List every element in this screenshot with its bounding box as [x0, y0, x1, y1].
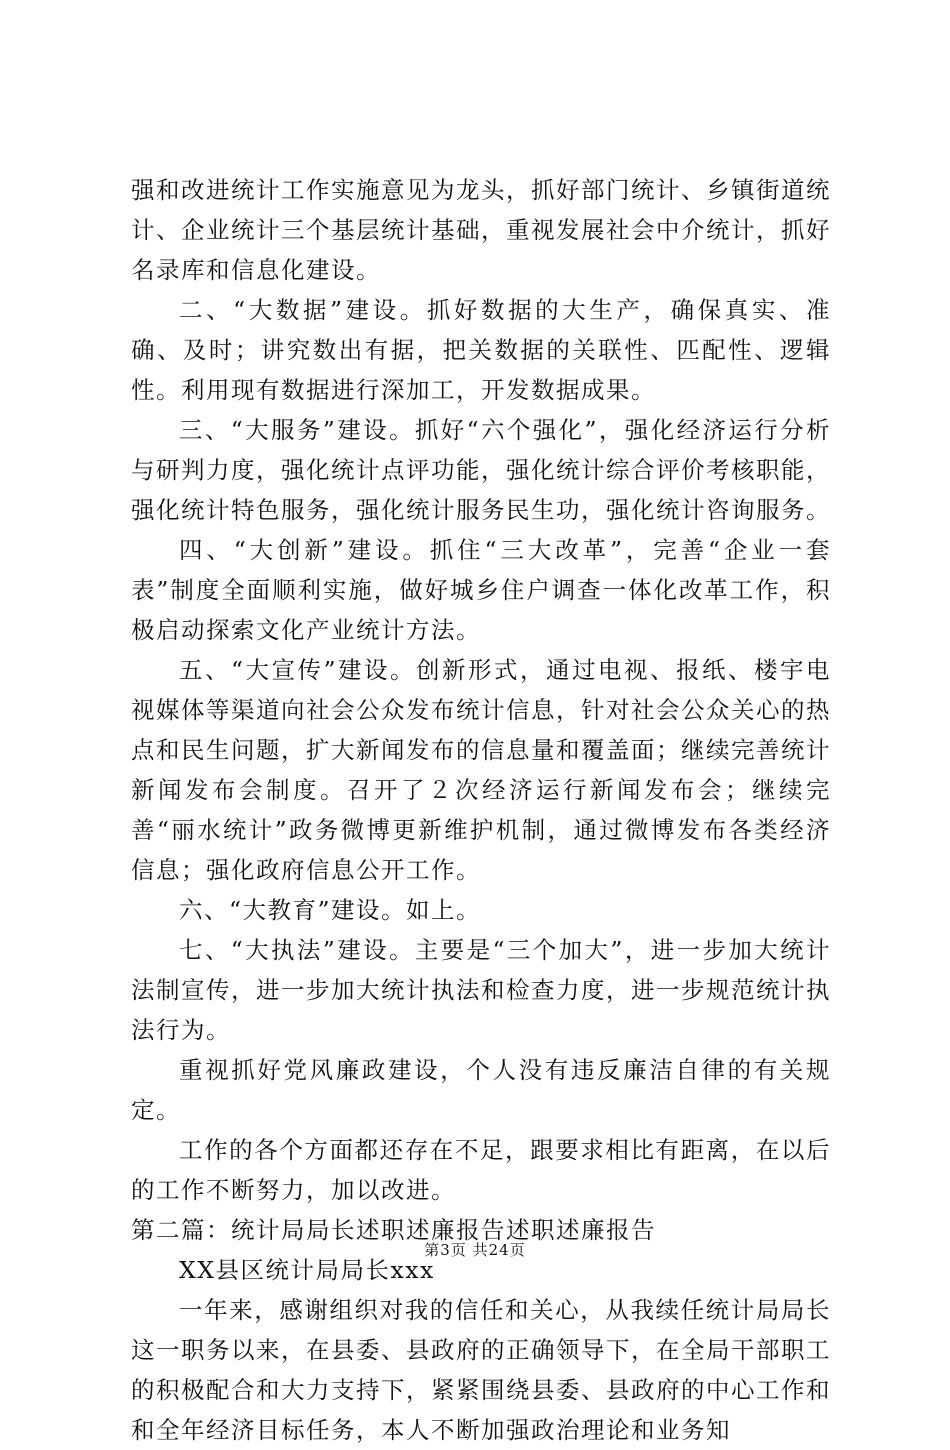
paragraph-big-education: 六、“大教育”建设。如上。 [179, 896, 482, 924]
paragraph-big-data: 二、“大数据”建设。抓好数据的大生产，确保真实、准确、及时；讲究数出有据，把关数据的关联性、匹配性、逻辑性。利用现有数据进行深加工，开发数据成果。 [131, 296, 831, 404]
paragraph-big-publicity: 五、“大宣传”建设。创新形式，通过电视、报纸、楼宇电视媒体等渠道向社会公众发布统计信息，针对社会公众关心的热点和民生问题，扩大新闻发布的信息量和覆盖面；继续完善统计新闻发布会制度。召开了２次经济运行新闻发布会；继续完善“丽水统计”政务微博更新维护机制，通过微博发布各类经济信息；强化政府信息公开工作。 [131, 656, 831, 884]
section-title: 第二篇：统计局局长述职述廉报告述职述廉报告 [131, 1216, 656, 1244]
paragraph-big-service: 三、“大服务”建设。抓好“六个强化”，强化经济运行分析与研判力度，强化统计点评功能，强化统计综合评价考核职能，强化统计特色服务，强化统计服务民生功，强化统计咨询服务。 [131, 416, 831, 524]
paragraph-big-innovation: 四、“大创新”建设。抓住“三大改革”，完善“企业一套表”制度全面顺利实施，做好城乡住户调查一体化改革工作，积极启动探索文化产业统计方法。 [131, 536, 831, 644]
author-line: XX县区统计局局长xxx [179, 1256, 435, 1284]
page-number-footer: 第3页 共24页 [424, 1241, 526, 1259]
paragraph-integrity: 重视抓好党风廉政建设，个人没有违反廉洁自律的有关规定。 [131, 1056, 831, 1124]
paragraph-intro: 一年来，感谢组织对我的信任和关心，从我续任统计局局长这一职务以来，在县委、县政府的正确领导下，在全局干部职工的积极配合和大力支持下，紧紧围绕县委、县政府的中心工作和和全年经济目标任务，本人不断加强政治理论和业务知 [131, 1296, 831, 1444]
paragraph-continuation: 强和改进统计工作实施意见为龙头，抓好部门统计、乡镇街道统计、企业统计三个基层统计基础，重视发展社会中介统计，抓好名录库和信息化建设。 [131, 176, 831, 284]
paragraph-big-enforcement: 七、“大执法”建设。主要是“三个加大”，进一步加大统计法制宣传，进一步加大统计执法和检查力度，进一步规范统计执法行为。 [131, 936, 831, 1044]
paragraph-shortcomings: 工作的各个方面都还存在不足，跟要求相比有距离，在以后的工作不断努力，加以改进。 [131, 1136, 831, 1204]
